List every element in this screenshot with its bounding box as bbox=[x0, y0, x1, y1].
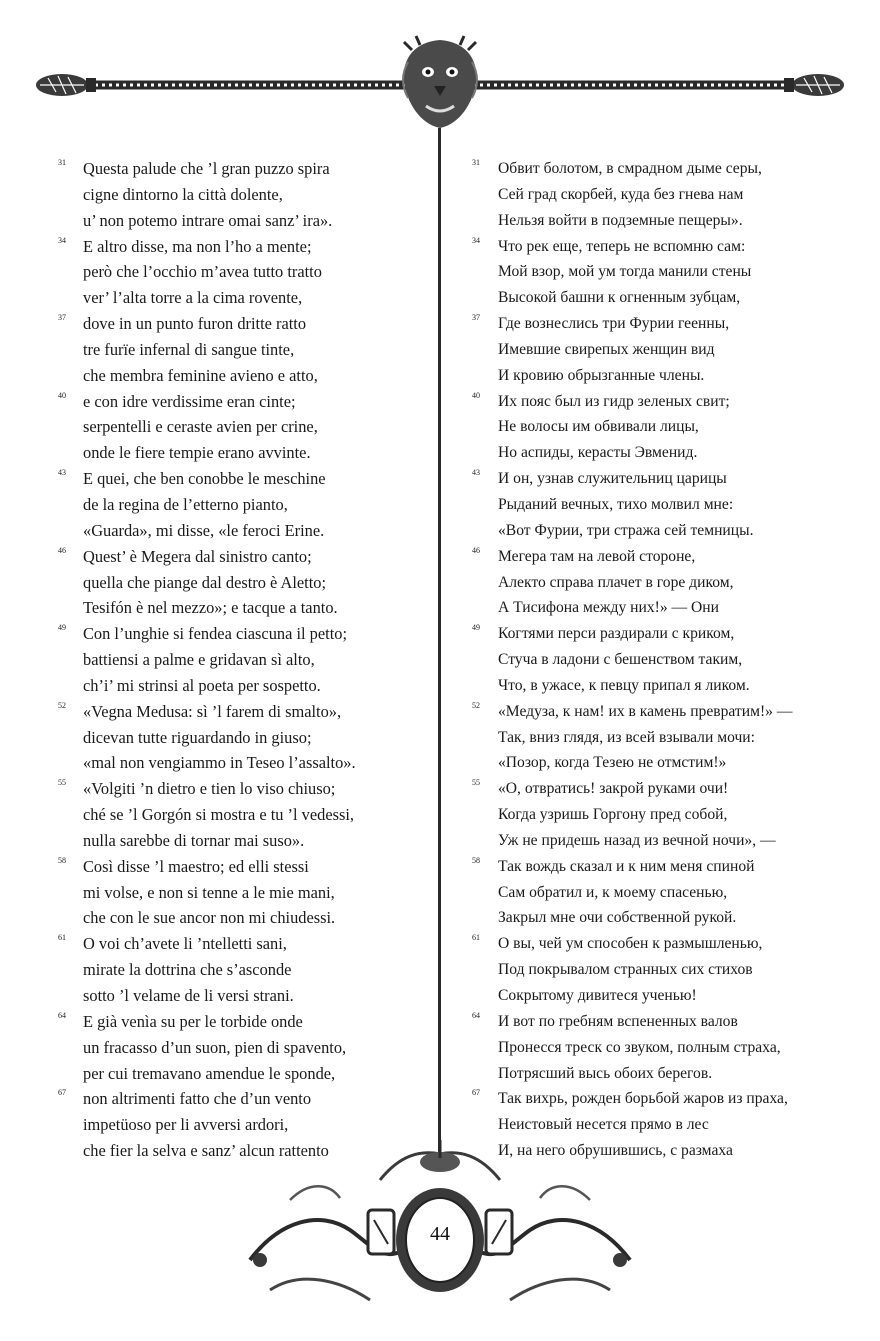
header-ornament bbox=[0, 0, 880, 140]
verse-line: Высокой башни к огненным зубцам, bbox=[498, 289, 741, 307]
verse-line: tre furïe infernal di sangue tinte, bbox=[83, 339, 295, 359]
stanza bbox=[58, 544, 428, 622]
verse-line: de la regina de l’etterno pianto, bbox=[83, 494, 288, 514]
verse-line: Tesifón è nel mezzo»; e tacque a tanto. bbox=[83, 598, 338, 618]
verse-number: 34 bbox=[472, 235, 480, 245]
verse-number: 46 bbox=[58, 545, 66, 555]
verse-line: Алекто справа плачет в горе диком, bbox=[498, 573, 734, 591]
verse-line: «Позор, когда Тезею не отмстим!» bbox=[498, 754, 727, 772]
stanza bbox=[472, 776, 867, 854]
verse-number: 52 bbox=[472, 700, 480, 710]
verse-line: Неистовый несется прямо в лес bbox=[498, 1116, 709, 1134]
verse-number: 43 bbox=[472, 468, 480, 478]
verse-line: quella che piange dal destro è Aletto; bbox=[83, 572, 327, 592]
stanza bbox=[472, 311, 867, 389]
verse-line: Пронесся треск со звуком, полным страха, bbox=[498, 1038, 781, 1056]
verse-number: 52 bbox=[58, 700, 66, 710]
verse-line: dove in un punto furon dritte ratto bbox=[83, 314, 307, 334]
verse-number: 64 bbox=[58, 1010, 66, 1020]
verse-line: «Volgiti ’n dietro e tien lo viso chiuso; bbox=[83, 779, 336, 799]
verse-line: Но аспиды, керасты Эвменид. bbox=[498, 444, 698, 462]
verse-number: 46 bbox=[472, 545, 480, 555]
verse-number: 58 bbox=[472, 855, 480, 865]
verse-line: Когтями перси раздирали с криком, bbox=[498, 625, 735, 643]
stanza bbox=[58, 621, 428, 699]
verse-line: Нельзя войти в подземные пещеры». bbox=[498, 211, 743, 229]
verse-line: Что рек еще, теперь не вспомню сам: bbox=[498, 237, 746, 255]
verse-line: sotto ’l velame de li versi strani. bbox=[83, 986, 294, 1005]
stanza bbox=[472, 156, 867, 234]
verse-line: Сей град скорбей, куда без гнева нам bbox=[498, 185, 744, 203]
verse-line: Потрясший высь обоих берегов. bbox=[498, 1064, 713, 1082]
verse-line: Уж не придешь назад из вечной ночи», — bbox=[498, 831, 776, 849]
verse-line: che con le sue ancor non mi chiudessi. bbox=[83, 908, 336, 928]
verse-line: Что, в ужасе, к певцу припал я ликом. bbox=[498, 676, 750, 694]
verse-line: O voi ch’avete li ’ntelletti sani, bbox=[83, 934, 287, 954]
stanza bbox=[58, 311, 428, 389]
verse-number: 34 bbox=[58, 235, 66, 245]
verse-line: E già venìa su per le torbide onde bbox=[83, 1011, 303, 1031]
right-pinecone-finial bbox=[784, 74, 844, 96]
stanza bbox=[472, 931, 867, 1009]
verse-line: Con l’unghie si fendea ciascuna il petto; bbox=[83, 624, 347, 644]
verse-number: 64 bbox=[472, 1010, 480, 1020]
verse-line: О вы, чей ум способен к размышленью, bbox=[498, 935, 763, 953]
verse-line: Сам обратил и, к моему спасенью, bbox=[498, 883, 728, 901]
verse-line: che fier la selva e sanz’ alcun rattento bbox=[83, 1141, 329, 1161]
verse-line: Рыданий вечных, тихо молвил мне: bbox=[498, 495, 734, 513]
verse-line: battiensi a palme e gridavan sì alto, bbox=[83, 650, 315, 670]
verse-line: И он, узнав служительниц царицы bbox=[498, 470, 727, 488]
verse-line: «mal non vengiammo in Teseo l’assalto». bbox=[83, 753, 356, 773]
verse-number: 31 bbox=[472, 158, 480, 167]
verse-line: E altro disse, ma non l’ho a mente; bbox=[83, 236, 312, 256]
verse-line: Questa palude che ’l gran puzzo spira bbox=[83, 159, 330, 178]
stanza bbox=[58, 931, 428, 1009]
russian-column bbox=[472, 156, 867, 1164]
verse-number: 67 bbox=[472, 1088, 480, 1098]
stanza bbox=[472, 466, 867, 544]
verse-line: E quei, che ben conobbe le meschine bbox=[83, 469, 326, 489]
verse-number: 67 bbox=[58, 1088, 66, 1098]
verse-number: 49 bbox=[472, 623, 480, 633]
stanza bbox=[472, 1009, 867, 1087]
verse-line: però che l’occhio m’avea tutto tratto bbox=[83, 262, 322, 282]
verse-line: Обвит болотом, в смрадном дыме серы, bbox=[498, 160, 762, 177]
stanza bbox=[472, 389, 867, 467]
verse-line: per cui tremavano amendue le sponde, bbox=[83, 1063, 336, 1083]
verse-line: impetüoso per li avversi ardori, bbox=[83, 1115, 289, 1135]
verse-line: «Вот Фурии, три стража сей темницы. bbox=[498, 521, 754, 539]
verse-line: Не волосы им обвивали лицы, bbox=[498, 418, 699, 436]
stanza bbox=[58, 776, 428, 854]
verse-number: 61 bbox=[58, 933, 66, 943]
verse-line: non altrimenti fatto che d’un vento bbox=[83, 1089, 312, 1109]
stanza bbox=[58, 466, 428, 544]
verse-line: Имевшие свирепых женщин вид bbox=[498, 340, 715, 358]
stanza bbox=[472, 699, 867, 777]
verse-line: Так вихрь, рожден борьбой жаров из праха, bbox=[498, 1090, 788, 1108]
stanza bbox=[472, 234, 867, 312]
verse-line: un fracasso d’un suon, pien di spavento, bbox=[83, 1037, 347, 1057]
column-divider bbox=[438, 128, 441, 1158]
verse-line: Закрыл мне очи собственной рукой. bbox=[498, 909, 737, 927]
stanza bbox=[472, 544, 867, 622]
verse-line: serpentelli e ceraste avien per crine, bbox=[83, 417, 318, 437]
verse-line: Так, вниз глядя, из всей взывали мочи: bbox=[498, 728, 755, 746]
verse-line: Где вознеслись три Фурии геенны, bbox=[498, 315, 730, 333]
verse-line: «Guarda», mi disse, «le feroci Erine. bbox=[83, 520, 325, 540]
verse-line: onde le fiere tempie erano avvinte. bbox=[83, 443, 311, 463]
verse-line: И вот по гребням вспененных валов bbox=[498, 1012, 738, 1030]
verse-line: mirate la dottrina che s’asconde bbox=[83, 960, 292, 980]
verse-number: 58 bbox=[58, 855, 66, 865]
verse-line: mi volse, e non si tenne a le mie mani, bbox=[83, 882, 335, 902]
verse-line: «Медуза, к нам! их в камень превратим!» — bbox=[498, 702, 793, 720]
verse-number: 31 bbox=[58, 158, 66, 167]
verse-line: Так вождь сказал и к ним меня спиной bbox=[498, 857, 755, 875]
stanza bbox=[58, 854, 428, 932]
verse-line: Стуча в ладони с бешенством таким, bbox=[498, 651, 743, 669]
verse-line: cigne dintorno la città dolente, bbox=[83, 184, 283, 204]
stanza bbox=[58, 699, 428, 777]
verse-number: 40 bbox=[472, 390, 480, 400]
page-number: 44 bbox=[430, 1223, 450, 1245]
verse-line: Сокрытому дивитеся ученью! bbox=[498, 987, 697, 1004]
verse-number: 55 bbox=[472, 778, 480, 788]
verse-line: u’ non potemo intrare omai sanz’ ira». bbox=[83, 210, 333, 230]
italian-column bbox=[58, 156, 428, 1164]
verse-number: 49 bbox=[58, 623, 66, 633]
verse-number: 40 bbox=[58, 390, 66, 400]
stanza bbox=[58, 234, 428, 312]
verse-line: Когда узришь Горгону пред собой, bbox=[498, 806, 728, 824]
lion-mask-ornament bbox=[403, 36, 477, 128]
verse-line: ch’i’ mi strinsi al poeta per sospetto. bbox=[83, 675, 321, 695]
verse-line: e con idre verdissime eran cinte; bbox=[83, 391, 296, 411]
verse-line: И кровию обрызганные члены. bbox=[498, 366, 705, 384]
verse-number: 37 bbox=[58, 313, 66, 323]
verse-line: nulla sarebbe di tornar mai suso». bbox=[83, 830, 305, 850]
stanza bbox=[58, 389, 428, 467]
verse-number: 61 bbox=[472, 933, 480, 943]
verse-line: А Тисифона между них!» — Они bbox=[498, 599, 719, 617]
verse-line: Под покрывалом странных сих стихов bbox=[498, 961, 753, 979]
stanza bbox=[58, 156, 428, 234]
verse-line: Quest’ è Megera dal sinistro canto; bbox=[83, 546, 312, 566]
stanza bbox=[58, 1009, 428, 1087]
verse-line: И, на него обрушившись, с размаха bbox=[498, 1142, 733, 1160]
verse-line: «Vegna Medusa: sì ’l farem di smalto», bbox=[83, 701, 342, 721]
verse-number: 37 bbox=[472, 313, 480, 323]
stanza bbox=[472, 621, 867, 699]
verse-line: Мегера там на левой стороне, bbox=[498, 547, 696, 565]
verse-line: ché se ’l Gorgón si mostra e tu ’l vedessi, bbox=[83, 805, 354, 825]
verse-number: 55 bbox=[58, 778, 66, 788]
stanza bbox=[472, 854, 867, 932]
verse-line: ver’ l’alta torre a la cima rovente, bbox=[83, 288, 303, 308]
verse-line: Мой взор, мой ум тогда манили стены bbox=[498, 263, 752, 281]
verse-line: dicevan tutte riguardando in giuso; bbox=[83, 727, 312, 747]
verse-line: Così disse ’l maestro; ed elli stessi bbox=[83, 856, 309, 876]
verse-line: che membra feminine avieno e atto, bbox=[83, 365, 318, 385]
left-pinecone-finial bbox=[36, 74, 96, 96]
verse-line: Их пояс был из гидр зеленых свит; bbox=[498, 392, 730, 410]
verse-line: «О, отвратись! закрой руками очи! bbox=[498, 780, 729, 798]
verse-number: 43 bbox=[58, 468, 66, 478]
